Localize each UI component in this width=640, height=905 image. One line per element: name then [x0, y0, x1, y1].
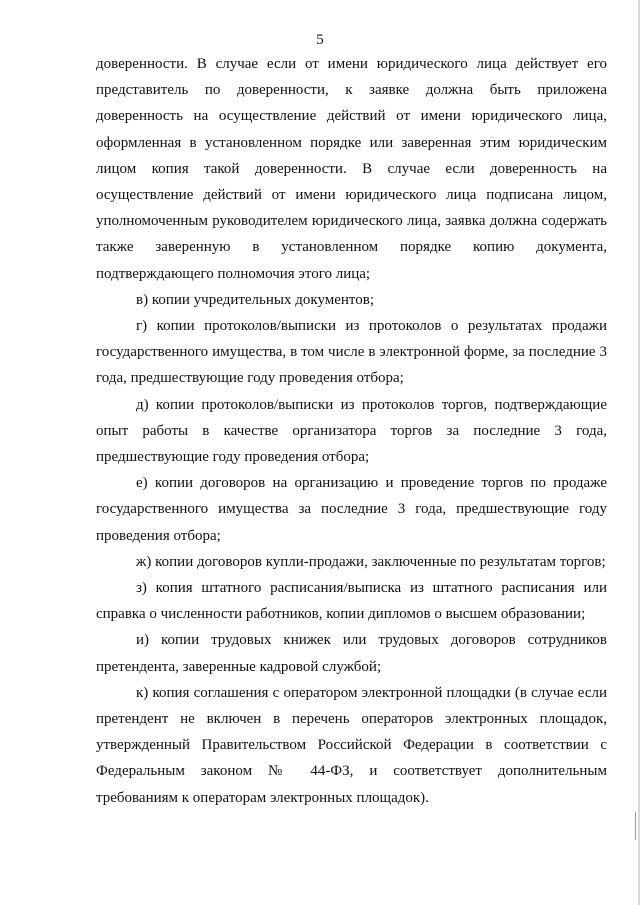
paragraph-continuation: доверенности. В случае если от имени юридического лица действует его представитель по доверенности, к заявке должна быть приложена доверенность на осуществление действий от имени юридического лица, оформленная в установленном порядке или заверенная этим юридическим лицом копия такой доверенности. В случае если доверенность на осуществление действий от имени юридического лица подписана лицом, уполномоченным руководителем юридического лица, заявка должна содержать также заверенную в установленном порядке копию документа, подтверждающего полномочия этого лица;	[96, 56, 607, 282]
list-item-d: д) копии протоколов/выписки из протоколов торгов, подтверждающие опыт работы в качестве организатора торгов за последние 3 года, предшествующие году проведения отбора;	[96, 396, 607, 466]
document-body	[96, 51, 607, 811]
list-item-i: и) копии трудовых книжек или трудовых договоров сотрудников претендента, заверенные кадровой службой;	[96, 632, 607, 675]
scan-artifact-mark	[635, 812, 636, 840]
list-item-g: г) копии протоколов/выписки из протоколов о результатах продажи государственного имущества, в том числе в электронной форме, за последние 3 года, предшествующие году проведения отбора;	[96, 318, 607, 387]
list-item-e: е) копии договоров на организацию и проведение торгов по продаже государственного имущества за последние 3 года, предшествующие году проведения отбора;	[96, 475, 607, 544]
list-item-z: з) копия штатного расписания/выписка из штатного расписания или справка о численности работников, копии дипломов о высшем образовании;	[96, 580, 607, 623]
list-item-zh: ж) копии договоров купли-продажи, заключенные по результатам торгов;	[136, 553, 606, 570]
page-number: 5	[316, 32, 324, 48]
list-item-k: к) копия соглашения с оператором электронной площадки (в случае если претендент не включен в перечень операторов электронных площадок, утвержденный Правительством Российской Федерации в соответствии с Федеральным законом № 44-ФЗ, и соответствует дополнительным требованиям к операторам электронных площадок).	[96, 684, 607, 806]
list-item-v: в) копии учредительных документов;	[136, 291, 375, 308]
